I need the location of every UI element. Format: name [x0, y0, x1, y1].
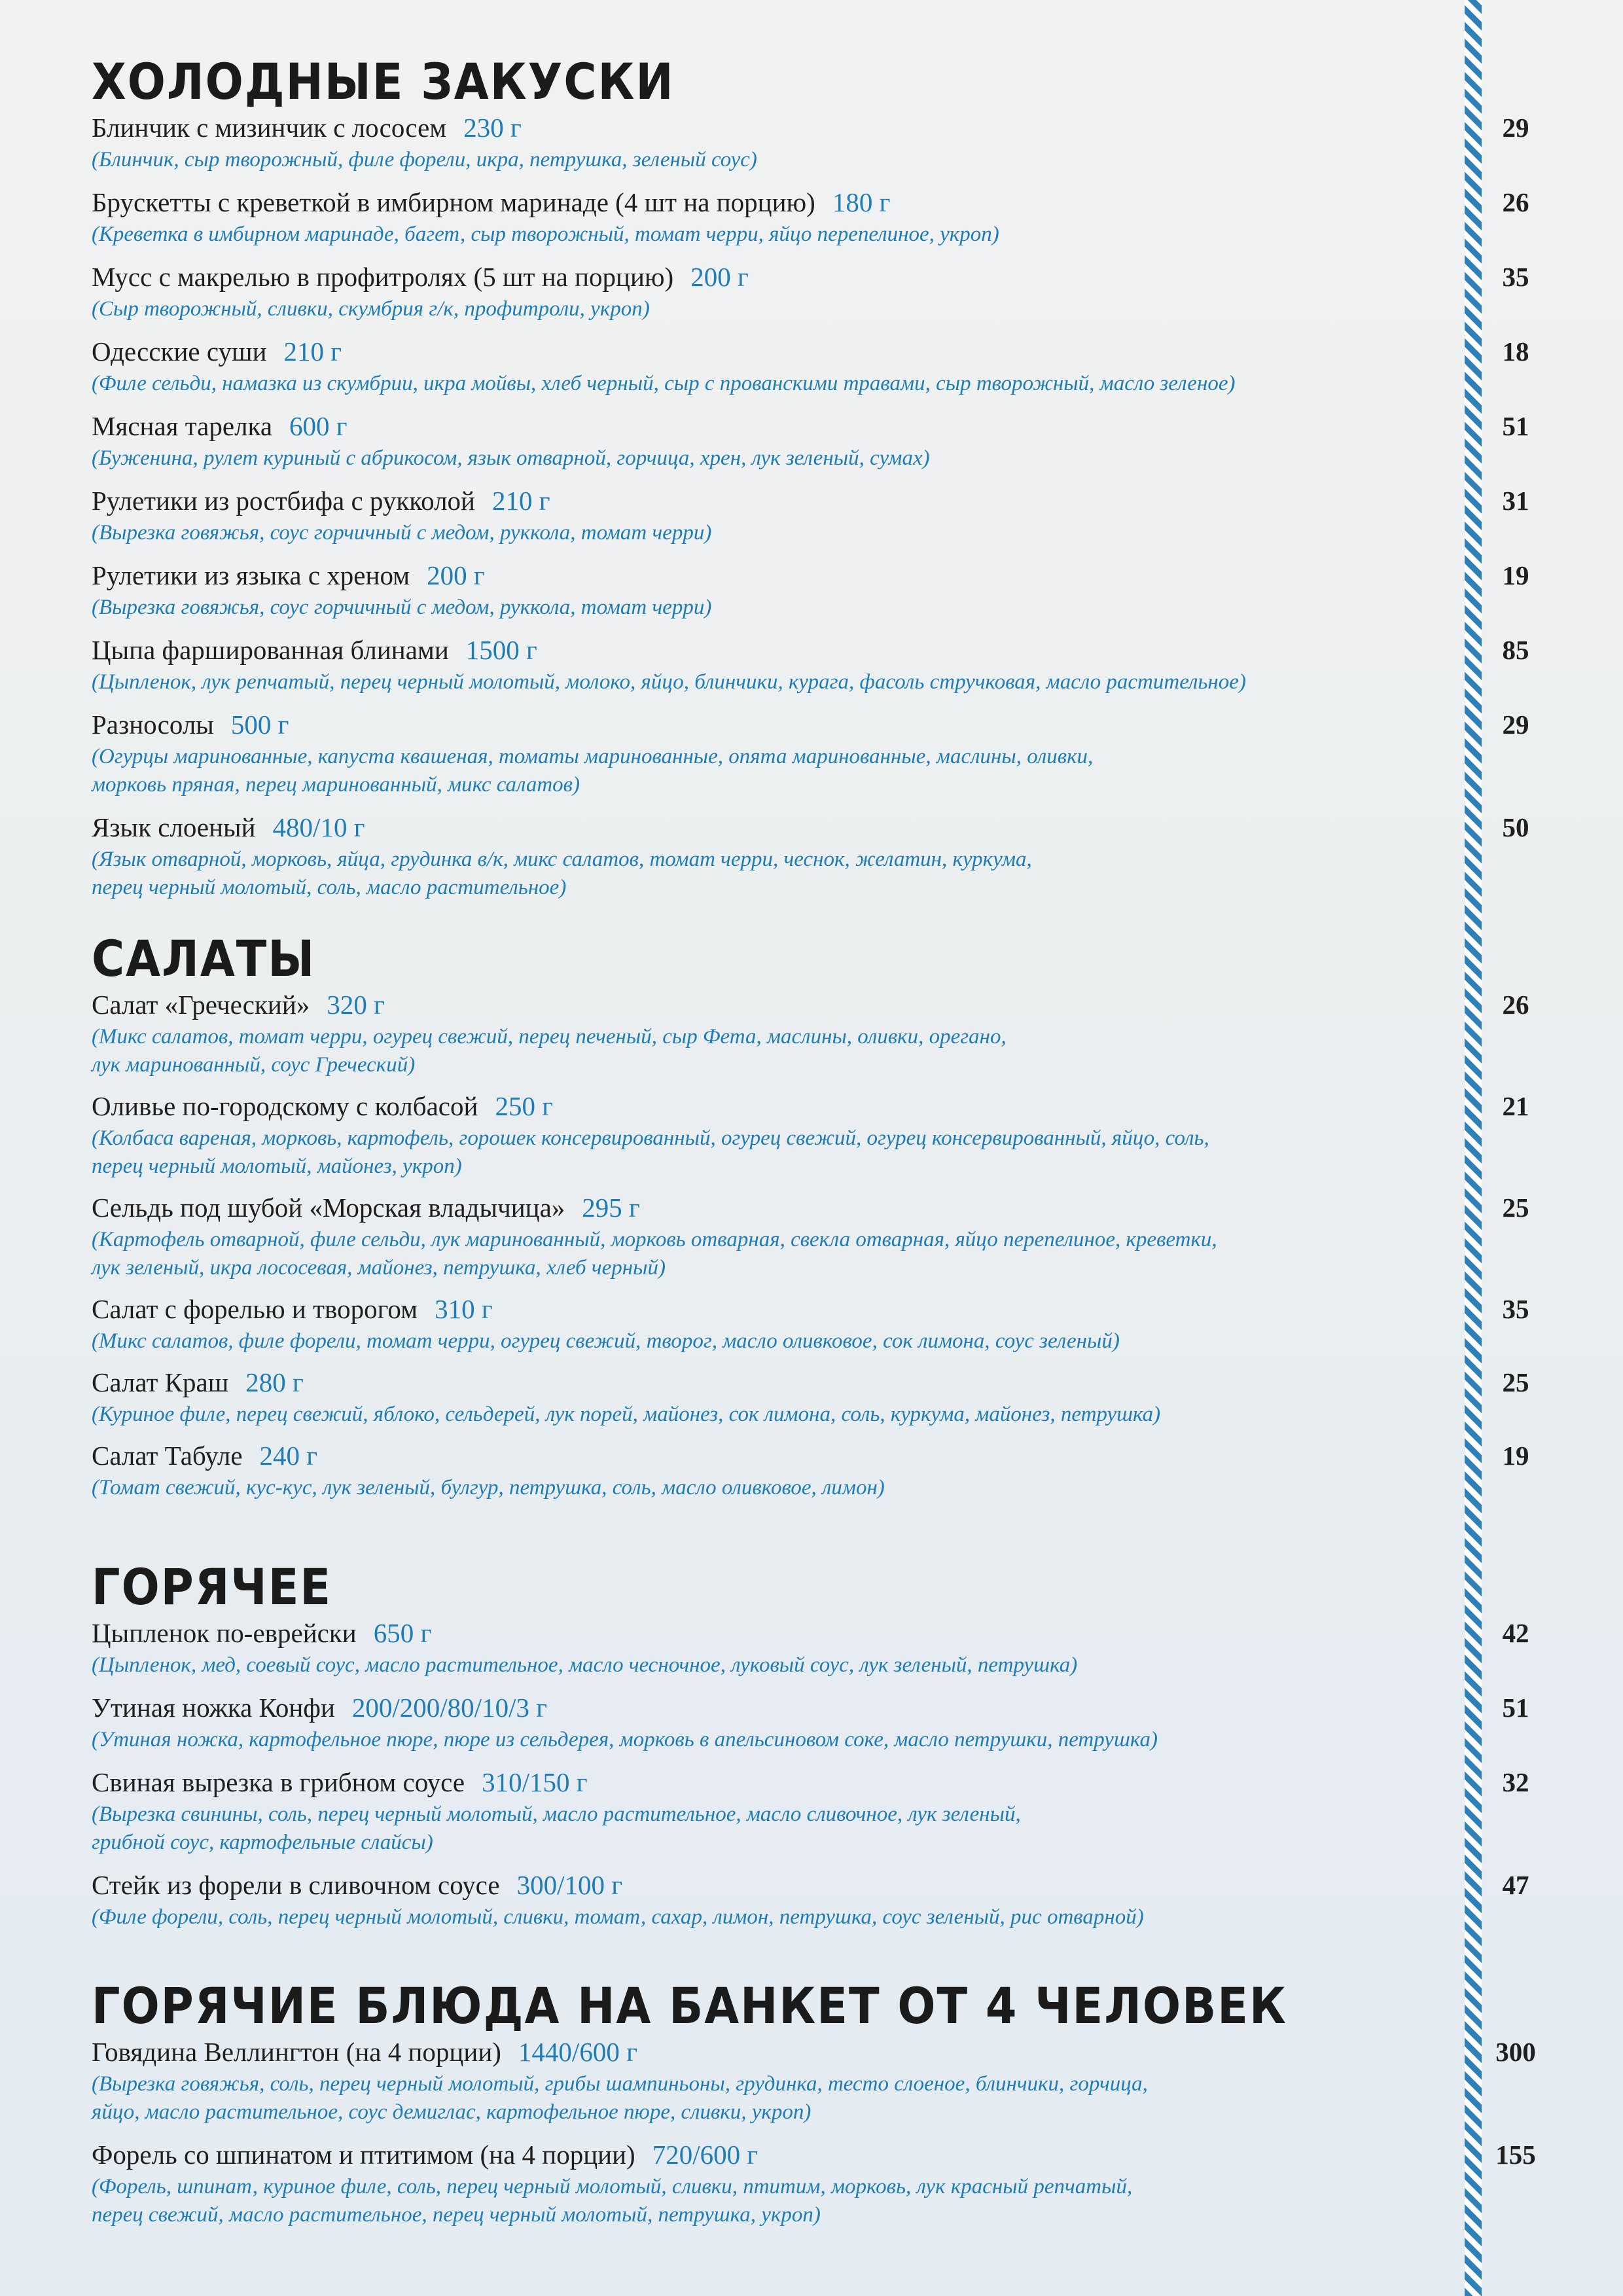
menu-item-name: Свиная вырезка в грибном соусе [92, 1767, 465, 1797]
menu-item [92, 1439, 1529, 1502]
menu-item [92, 708, 1529, 799]
section-banquet-dishes [92, 1977, 1536, 2241]
menu-item-name: Салат «Греческий» [92, 990, 310, 1020]
section-cold-appetizers [92, 52, 1529, 914]
menu-item-title-line [92, 186, 1466, 219]
menu-item-description: (Язык отварной, морковь, яйца, грудинка в/к, микс салатов, томат черри, чеснок, желатин, куркума, перец черный молотый, соль, масло растительное) [92, 848, 1032, 899]
menu-item-name: Блинчик с мизинчик с лососем [92, 113, 447, 143]
section-title: ГОРЯЧЕЕ [92, 1558, 332, 1616]
section-title: ГОРЯЧИЕ БЛЮДА НА БАНКЕТ ОТ 4 ЧЕЛОВЕК [92, 1977, 1287, 2035]
menu-item-weight: 210 г [492, 486, 550, 516]
menu-item-weight: 1440/600 г [518, 2037, 637, 2067]
menu-item-weight: 720/600 г [652, 2140, 758, 2170]
menu-item-title-line [92, 260, 1466, 293]
menu-item-title-line [92, 634, 1466, 666]
menu-item-title-line [92, 1617, 1466, 1649]
menu-item-title-line [92, 811, 1466, 844]
menu-item-weight: 200 г [427, 560, 485, 590]
menu-item-price: 31 [1502, 486, 1529, 516]
menu-item [92, 811, 1529, 902]
menu-item-name: Оливье по-городскому с колбасой [92, 1091, 478, 1121]
menu-item-price: 25 [1502, 1193, 1529, 1223]
menu-item-price: 29 [1502, 113, 1529, 143]
menu-item-weight: 300/100 г [516, 1870, 623, 1900]
menu-item-name: Салат Табуле [92, 1441, 243, 1471]
menu-item-description: (Томат свежий, кус-кус, лук зеленый, булгур, петрушка, соль, масло оливковое, лимон) [92, 1476, 885, 1499]
menu-item-weight: 200 г [690, 262, 749, 292]
menu-item-weight: 280 г [245, 1367, 304, 1397]
menu-item-description: (Микс салатов, томат черри, огурец свежий, перец печеный, сыр Фета, маслины, оливки, орегано, лук маринованный, соус Греческий) [92, 1025, 1007, 1077]
menu-item-description: (Вырезка говяжья, соль, перец черный молотый, грибы шампиньоны, грудинка, тесто слоеное, блинчики, горчица, яйцо, масло растительное, соус демиглас, картофельное пюре, сливки, укроп) [92, 2072, 1148, 2124]
menu-item-description: (Утиная ножка, картофельное пюре, пюре из сельдерея, морковь в апельсиновом соке, масло петрушки, петрушка) [92, 1728, 1158, 1751]
menu-item-title-line [92, 1090, 1466, 1122]
menu-item-price: 29 [1502, 709, 1529, 740]
menu-item-price: 50 [1502, 812, 1529, 842]
menu-item-price: 32 [1502, 1767, 1529, 1797]
section-title: ХОЛОДНЫЕ ЗАКУСКИ [92, 52, 675, 111]
menu-item-title-line [92, 1766, 1466, 1799]
menu-item-price: 19 [1502, 560, 1529, 590]
menu-item-weight: 650 г [373, 1618, 432, 1648]
menu-item-description: (Вырезка свинины, соль, перец черный молотый, масло растительное, масло сливочное, лук зеленый, грибной соус, картофельные слайсы) [92, 1803, 1021, 1854]
menu-item [92, 988, 1529, 1079]
menu-item-description: (Колбаса вареная, морковь, картофель, горошек консервированный, огурец свежий, огурец консервированный, яйцо, соль, перец черный молотый, майонез, укроп) [92, 1126, 1209, 1178]
menu-item-name: Рулетики из ростбифа с рукколой [92, 486, 475, 516]
menu-item [92, 484, 1529, 547]
menu-list [92, 988, 1529, 1502]
menu-item-name: Говядина Веллингтон (на 4 порции) [92, 2037, 501, 2067]
menu-item-description: (Буженина, рулет куриный с абрикосом, язык отварной, горчица, хрен, лук зеленый, сумах) [92, 446, 930, 470]
menu-item-price: 51 [1502, 1693, 1529, 1723]
menu-item [92, 634, 1529, 696]
menu-item-weight: 500 г [230, 709, 289, 740]
menu-item-description: (Цыпленок, мед, соевый соус, масло растительное, масло чесночное, луковый соус, лук зеленый, петрушка) [92, 1653, 1078, 1677]
menu-item-title-line [92, 708, 1466, 741]
menu-item-name: Форель со шпинатом и птитимом (на 4 порции) [92, 2140, 635, 2170]
menu-item-description: (Блинчик, сыр творожный, филе форели, икра, петрушка, зеленый соус) [92, 148, 757, 171]
menu-item-title-line [92, 410, 1466, 442]
menu-item-name: Сельдь под шубой «Морская владычица» [92, 1193, 565, 1223]
menu-item-name: Цыпа фаршированная блинами [92, 635, 449, 665]
menu-item [92, 1766, 1529, 1857]
menu-item-description: (Креветка в имбирном маринаде, багет, сыр творожный, томат черри, яйцо перепелиное, укроп) [92, 223, 999, 246]
menu-item-name: Одесские суши [92, 336, 267, 367]
menu-item-description: (Картофель отварной, филе сельди, лук маринованный, морковь отварная, свекла отварная, яйцо перепелиное, креветки, лук зеленый, икра лососевая, майонез, петрушка, хлеб черный) [92, 1228, 1217, 1280]
menu-item-price: 155 [1495, 2140, 1536, 2170]
menu-item-title-line [92, 111, 1466, 144]
menu-item [92, 1691, 1529, 1754]
menu-item-name: Утиная ножка Конфи [92, 1693, 335, 1723]
menu-item-title-line [92, 484, 1466, 517]
menu-item [92, 1617, 1529, 1679]
menu-item-price: 35 [1502, 262, 1529, 292]
menu-item [92, 186, 1529, 249]
menu-item-weight: 600 г [289, 411, 348, 441]
menu-item [92, 559, 1529, 622]
menu-item-weight: 250 г [495, 1091, 554, 1121]
menu-item-name: Стейк из форели в сливочном соусе [92, 1870, 500, 1900]
menu-list [92, 1617, 1529, 1931]
menu-item-description: (Цыпленок, лук репчатый, перец черный молотый, молоко, яйцо, блинчики, курага, фасоль стручковая, масло растительное) [92, 670, 1246, 694]
menu-item-price: 19 [1502, 1441, 1529, 1471]
menu-item-weight: 295 г [582, 1193, 640, 1223]
menu-item-description: (Куриное филе, перец свежий, яблоко, сельдерей, лук порей, майонез, сок лимона, соль, куркума, майонез, петрушка) [92, 1403, 1161, 1426]
menu-item [92, 335, 1529, 398]
menu-item-description: (Вырезка говяжья, соус горчичный с медом, руккола, томат черри) [92, 521, 712, 545]
menu-item-description: (Форель, шпинат, куриное филе, соль, перец черный молотый, сливки, птитим, морковь, лук красный репчатый, перец свежий, масло растительное, перец черный молотый, петрушка, укроп) [92, 2175, 1133, 2227]
menu-item-title-line [92, 2138, 1466, 2171]
menu-item-weight: 210 г [283, 336, 342, 367]
menu-item [92, 410, 1529, 473]
section-title: САЛАТЫ [92, 929, 316, 988]
menu-item-price: 26 [1502, 990, 1529, 1020]
menu-item [92, 111, 1529, 174]
menu-list [92, 111, 1529, 902]
menu-item-name: Мусс с макрелью в профитролях (5 шт на порцию) [92, 262, 674, 292]
menu-item [92, 1293, 1529, 1355]
menu-item-weight: 200/200/80/10/3 г [351, 1693, 548, 1723]
menu-item-name: Салат Краш [92, 1367, 229, 1397]
menu-item [92, 2138, 1536, 2229]
menu-item-weight: 240 г [259, 1441, 318, 1471]
menu-item-name: Брускетты с креветкой в имбирном маринаде (4 шт на порцию) [92, 187, 815, 217]
menu-item-title-line [92, 1869, 1466, 1901]
menu-item-weight: 310 г [435, 1294, 493, 1324]
menu-item [92, 2036, 1536, 2126]
menu-item-weight: 310/150 г [482, 1767, 588, 1797]
menu-item-description: (Огурцы маринованные, капуста квашеная, томаты маринованные, опята маринованные, маслины, оливки, морковь пряная, перец маринованный, микс салатов) [92, 745, 1094, 797]
menu-item-title-line [92, 988, 1466, 1021]
menu-item-price: 42 [1502, 1618, 1529, 1648]
menu-item-price: 18 [1502, 336, 1529, 367]
menu-item-weight: 480/10 г [272, 812, 365, 842]
menu-item-title-line [92, 1439, 1466, 1472]
menu-item-weight: 230 г [463, 113, 522, 143]
menu-item [92, 1869, 1529, 1931]
menu-item-title-line [92, 1293, 1466, 1325]
menu-item-title-line [92, 1691, 1466, 1724]
section-salads [92, 929, 1529, 1513]
menu-item-name: Рулетики из языка с хреном [92, 560, 410, 590]
menu-item [92, 1366, 1529, 1429]
menu-item-price: 25 [1502, 1367, 1529, 1397]
menu-item-price: 47 [1502, 1870, 1529, 1900]
menu-item-title-line [92, 2036, 1466, 2068]
menu-item-description: (Филе сельди, намазка из скумбрии, икра мойвы, хлеб черный, сыр с прованскими травами, сыр творожный, масло зеленое) [92, 372, 1236, 395]
menu-item [92, 260, 1529, 323]
menu-item-name: Язык слоеный [92, 812, 256, 842]
menu-item-description: (Микс салатов, филе форели, томат черри, огурец свежий, творог, масло оливковое, сок лимона, соус зеленый) [92, 1329, 1120, 1353]
menu-item-price: 300 [1495, 2037, 1536, 2067]
menu-item [92, 1191, 1529, 1282]
menu-item-title-line [92, 335, 1466, 368]
menu-item-weight: 320 г [327, 990, 385, 1020]
menu-item-title-line [92, 1366, 1466, 1399]
menu-item-title-line [92, 1191, 1466, 1224]
menu-item-description: (Вырезка говяжья, соус горчичный с медом, руккола, томат черри) [92, 596, 712, 619]
menu-item-weight: 1500 г [465, 635, 537, 665]
menu-item-name: Салат с форелью и творогом [92, 1294, 418, 1324]
menu-item-title-line [92, 559, 1466, 592]
menu-item-price: 51 [1502, 411, 1529, 441]
menu-item-name: Разносолы [92, 709, 214, 740]
menu-item-weight: 180 г [832, 187, 891, 217]
menu-item-price: 21 [1502, 1091, 1529, 1121]
menu-item-price: 35 [1502, 1294, 1529, 1324]
menu-item-price: 85 [1502, 635, 1529, 665]
menu-item-description: (Филе форели, соль, перец черный молотый, сливки, томат, сахар, лимон, петрушка, соус зеленый, рис отварной) [92, 1905, 1144, 1929]
menu-item-name: Мясная тарелка [92, 411, 273, 441]
menu-item [92, 1090, 1529, 1181]
section-hot-dishes [92, 1558, 1529, 1943]
menu-item-name: Цыпленок по-еврейски [92, 1618, 357, 1648]
menu-item-price: 26 [1502, 187, 1529, 217]
menu-item-description: (Сыр творожный, сливки, скумбрия г/к, профитроли, укроп) [92, 297, 650, 321]
menu-list [92, 2036, 1536, 2229]
